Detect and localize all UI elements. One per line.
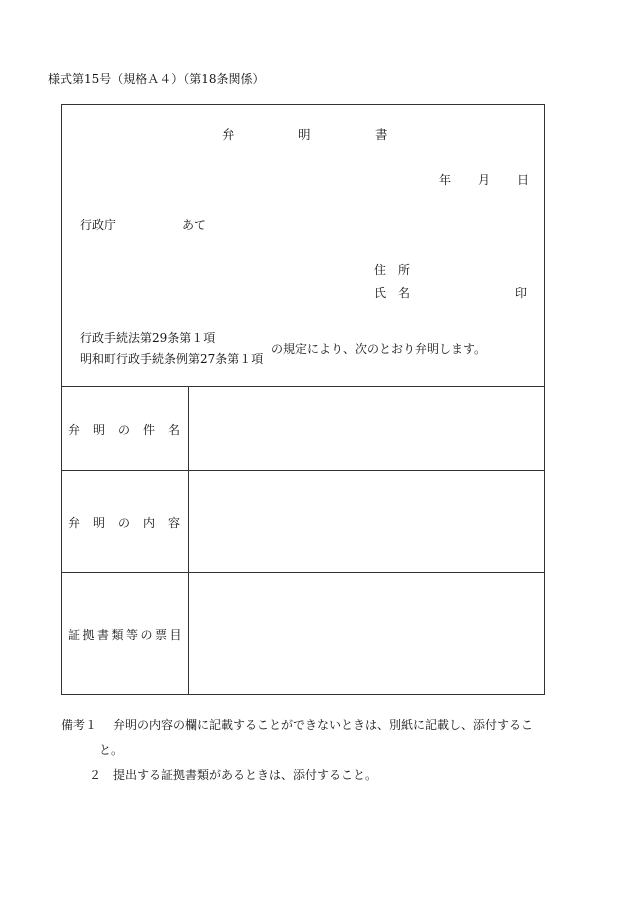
row-label-char: 証 [68, 628, 81, 642]
column-divider [188, 386, 189, 695]
row-label-char: 容 [168, 516, 181, 530]
row-label-subject [68, 421, 180, 438]
row-label-char: 書 [97, 628, 110, 642]
date-year-label: 年 [439, 173, 452, 187]
row-label-char: 件 [143, 423, 156, 437]
row-label-char: の [118, 516, 131, 530]
statute-line-2: 明和町行政手続条例第27条第１項 [80, 352, 264, 366]
statute-line-1: 行政手続法第29条第１項 [80, 331, 216, 345]
applicant-name-label: 氏 名 [374, 286, 411, 300]
form-title-char-1: 弁 [222, 127, 235, 142]
explanation-form [61, 104, 545, 695]
addressee-agency: 行政庁 [80, 218, 117, 232]
row-divider [62, 386, 544, 387]
row-label-content [68, 514, 180, 531]
row-label-char: 等 [126, 628, 139, 642]
row-label-char: 票 [155, 628, 168, 642]
subject-field[interactable] [194, 395, 534, 463]
remarks-label: 備考１ [61, 718, 98, 732]
row-label-char: 明 [93, 423, 106, 437]
row-label-char: 拠 [82, 628, 95, 642]
remark-1-line-1: 弁明の内容の欄に記載することができないときは、別紙に記載し、添付するこ [113, 718, 534, 732]
seal-mark: 印 [515, 286, 528, 300]
date-day-label: 日 [517, 173, 530, 187]
addressee-suffix: あて [182, 218, 207, 232]
row-label-char: 明 [93, 516, 106, 530]
remark-2-text: 提出する証拠書類があるときは、添付すること。 [113, 768, 378, 782]
form-title-char-3: 書 [375, 127, 388, 142]
row-label-char: 類 [111, 628, 124, 642]
content-field[interactable] [194, 477, 534, 565]
remark-2-number: ２ [89, 768, 102, 782]
row-label-char: の [140, 628, 153, 642]
row-label-char: 内 [143, 516, 156, 530]
evidence-field[interactable] [194, 580, 534, 688]
row-label-char: の [118, 423, 131, 437]
date-month-label: 月 [478, 173, 491, 187]
row-divider [62, 572, 544, 573]
form-title-char-2: 明 [298, 127, 311, 142]
applicant-address-label: 住 所 [374, 263, 411, 277]
form-number-label: 様式第15号（規格Ａ４）（第18条関係） [48, 72, 265, 86]
row-label-char: 名 [168, 423, 181, 437]
row-label-char: 弁 [68, 516, 81, 530]
remark-1-line-2: と。 [99, 743, 124, 757]
row-label-evidence [68, 626, 182, 643]
row-label-char: 目 [169, 628, 182, 642]
row-label-char: 弁 [68, 423, 81, 437]
row-divider [62, 470, 544, 471]
statute-clause: の規定により、次のとおり弁明します。 [271, 342, 487, 356]
